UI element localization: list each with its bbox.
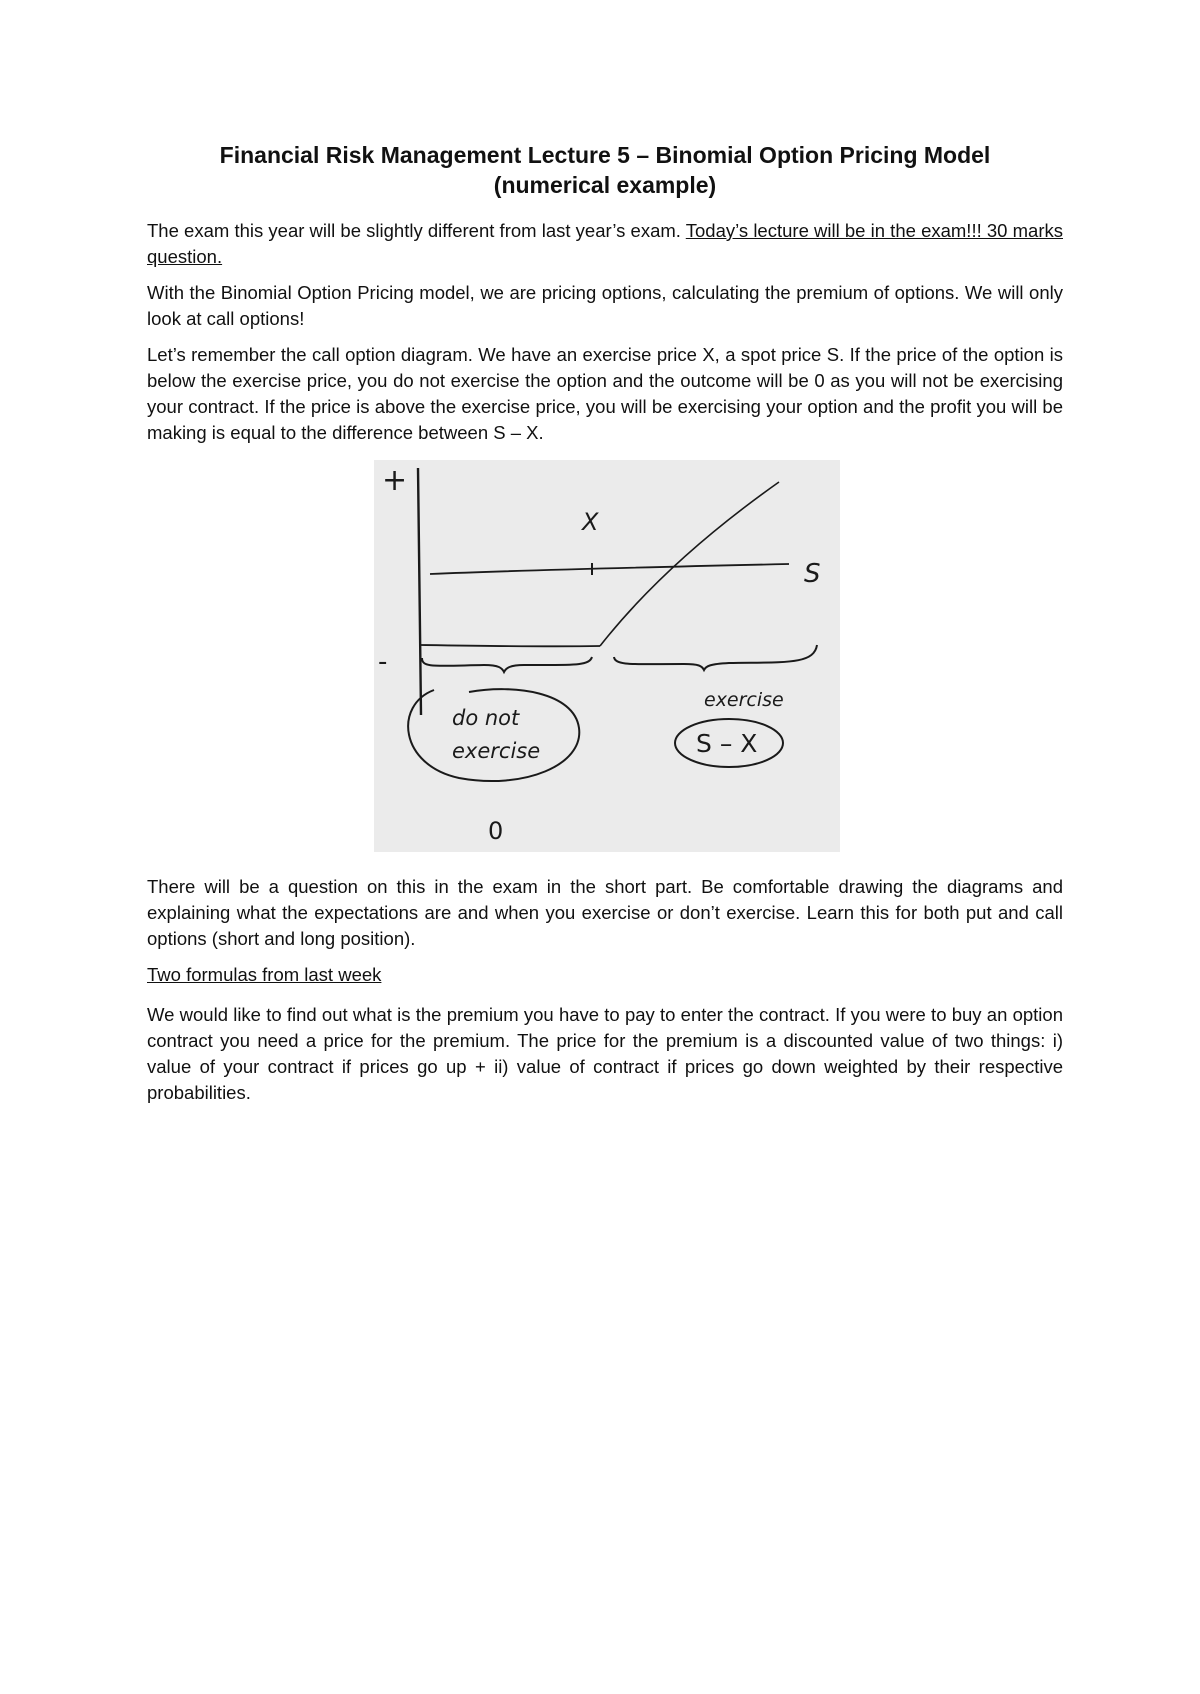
payoff-label: S – X — [696, 729, 758, 758]
y-axis-line — [418, 468, 421, 715]
exam-note-text: The exam this year will be slightly different from last year’s exam. — [147, 220, 686, 241]
paragraph-call-option-diagram: Let’s remember the call option diagram. We have an exercise price X, a spot price S. If the price of the option is below the exercise price, you do not exercise the option and the outcome will be 0 as you will not be exercising your contract. If the price is above the exercise price, you will be exercising your option and the profit you will be making is equal to the difference between S – X. — [147, 344, 1063, 443]
do-not-label: do not — [452, 706, 520, 730]
section-heading: Two formulas from last week — [147, 964, 382, 985]
do-not-exercise-circle — [408, 689, 579, 781]
exercise-label: exercise — [704, 689, 784, 711]
paragraph-exam-note — [147, 218, 1063, 270]
zero-label: 0 — [488, 817, 504, 845]
x-label: X — [582, 508, 599, 536]
brace-exercise — [614, 645, 817, 670]
s-axis-line — [430, 564, 789, 574]
paragraph-binomial-intro: With the Binomial Option Pricing model, we are pricing options, calculating the premium of options. We will only look at call options! — [147, 282, 1063, 329]
page-title — [147, 140, 1063, 200]
minus-label: - — [378, 647, 388, 677]
title-line-2: (numerical example) — [493, 172, 717, 198]
exercise-circle-label: exercise — [452, 739, 541, 763]
s-label: S — [804, 559, 821, 589]
payoff-flat-line — [421, 645, 600, 646]
document-page — [147, 140, 1063, 1116]
exam-note-emphasis: Today’s lecture will be in the exam!!! 30 marks question. — [147, 220, 1063, 267]
call-option-diagram — [374, 460, 840, 852]
title-line-1: Financial Risk Management Lecture 5 – Binomial Option Pricing Model — [219, 142, 991, 168]
brace-do-not-exercise — [422, 657, 592, 672]
paragraph-exam-question: There will be a question on this in the exam in the short part. Be comfortable drawing the diagrams and explaining what the expectations are and when you exercise or don’t exercise. Learn this for both put and call options (short and long position). — [147, 876, 1063, 949]
call-option-sketch — [374, 460, 840, 852]
plus-label: + — [382, 463, 408, 498]
paragraph-premium: We would like to find out what is the premium you have to pay to enter the contract. If you were to buy an option contract you need a price for the premium. The price for the premium is a discounted value of two things: i) value of your contract if prices go up + ii) value of contract if prices go down weighted by their respective probabilities. — [147, 1004, 1063, 1103]
